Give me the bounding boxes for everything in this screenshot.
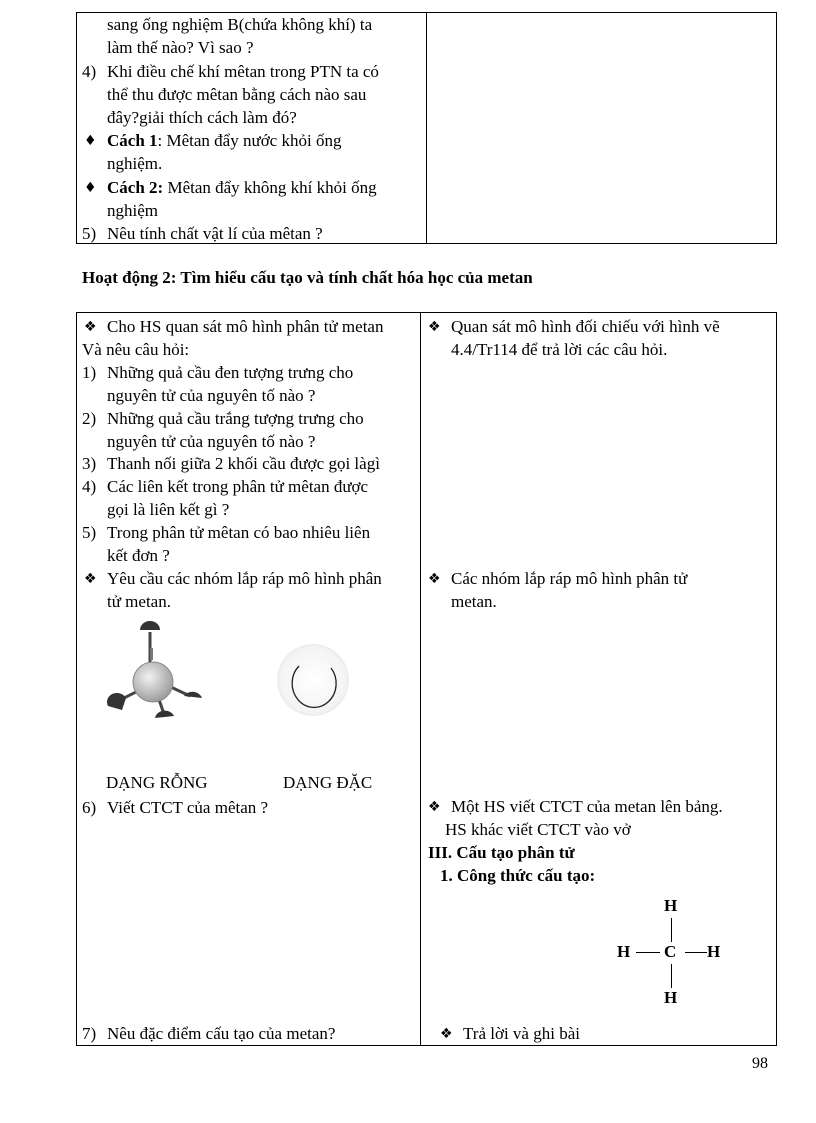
t1-method-1: Cách 1: Mêtan đẩy nước khỏi ống (107, 131, 342, 150)
page-number: 98 (752, 1055, 768, 1072)
obs-2-line-2: metan. (451, 592, 497, 611)
t2-line-7: Thanh nối giữa 2 khối cầu được gọi làgì (107, 454, 380, 473)
bond-top (671, 918, 672, 942)
bond-left (636, 952, 660, 953)
diamond-bullet-icon: ♦ (84, 133, 97, 149)
t2-marker-5: 5) (82, 523, 97, 542)
obs-1-line-1: Quan sát mô hình đối chiếu với hình vẽ (451, 317, 720, 336)
t1-marker-4: 4) (82, 62, 97, 81)
t2-marker-2: 2) (82, 409, 97, 428)
t2-line-6: nguyên tử của nguyên tố nào ? (107, 432, 316, 451)
t1-line-4: thể thu được mêtan bằng cách nào sau (107, 85, 367, 104)
methane-hollow-model-figure (100, 618, 220, 728)
t2-line-8: Các liên kết trong phân tử mêtan được (107, 477, 369, 496)
diamond-bullet-icon: ♦ (84, 180, 97, 196)
t2-line-1: Cho HS quan sát mô hình phân tử metan (107, 317, 384, 336)
star-bullet-icon: ❖ (84, 571, 97, 587)
methane-solid-model-figure (273, 640, 353, 720)
subsection-title: 1. Công thức cấu tạo: (440, 866, 596, 885)
t2-line-11: kết đơn ? (107, 546, 170, 565)
star-bullet-icon: ❖ (84, 319, 97, 335)
t1-method-2: Cách 2: Mêtan đẩy không khí khỏi ống (107, 178, 377, 197)
section-title: III. Cấu tạo phân tử (428, 843, 575, 862)
t2-marker-3: 3) (82, 454, 97, 473)
bond-bottom (671, 964, 672, 988)
obs-3-line-2: HS khác viết CTCT vào vở (445, 820, 631, 839)
t2-marker-6: 6) (82, 798, 97, 817)
t1-line-7: nghiệm. (107, 154, 163, 173)
t2-line-4: nguyên tử của nguyên tố nào ? (107, 386, 316, 405)
star-bullet-icon: ❖ (428, 571, 441, 587)
answer-text: Trả lời và ghi bài (463, 1024, 580, 1043)
t1-line-10: Nêu tính chất vật lí của mêtan ? (107, 224, 323, 243)
t1-line-1: sang ống nghiệm B(chứa không khí) ta (107, 15, 373, 34)
t1-line-3: Khi điều chế khí mêtan trong PTN ta có (107, 62, 379, 81)
obs-2-line-1: Các nhóm lắp ráp mô hình phân tử (451, 569, 688, 588)
formula-h-right: H (707, 942, 721, 961)
t1-line-2: làm thế nào? Vì sao ? (107, 38, 254, 57)
t2-line-9: gọi là liên kết gì ? (107, 500, 230, 519)
t2-line-12: Yêu cầu các nhóm lắp ráp mô hình phân (107, 569, 382, 588)
formula-h-left: H (617, 942, 631, 961)
t1-marker-5: 5) (82, 224, 97, 243)
t2-line-2: Và nêu câu hỏi: (82, 340, 190, 359)
table-1-divider (426, 13, 427, 243)
t2-marker-4: 4) (82, 477, 97, 496)
t1-line-9: nghiệm (107, 201, 158, 220)
label-hollow-model: DẠNG RỖNG (106, 773, 208, 792)
star-bullet-icon: ❖ (428, 799, 441, 815)
bond-right (685, 952, 707, 953)
t2-line-3: Những quả cầu đen tượng trưng cho (107, 363, 354, 382)
t2-marker-1: 1) (82, 363, 97, 382)
question-7: Nêu đặc điểm cấu tạo của metan? (107, 1024, 336, 1043)
star-bullet-icon: ❖ (428, 319, 441, 335)
t2-line-13: tử metan. (107, 592, 171, 611)
table-2-divider (420, 313, 421, 1045)
formula-h-top: H (664, 896, 678, 915)
activity-heading: Hoạt động 2: Tìm hiểu cấu tạo và tính chất hóa học của metan (82, 268, 533, 287)
obs-1-line-2: 4.4/Tr114 để trả lời các câu hỏi. (451, 340, 668, 359)
t2-line-10: Trong phân tử mêtan có bao nhiêu liên (107, 523, 371, 542)
t1-line-5: đây?giải thích cách làm đó? (107, 108, 297, 127)
label-solid-model: DẠNG ĐẶC (283, 773, 373, 792)
t2-line-5: Những quả cầu trắng tượng trưng cho (107, 409, 364, 428)
formula-c-center: C (664, 942, 677, 961)
star-bullet-icon: ❖ (440, 1026, 453, 1042)
formula-h-bottom: H (664, 988, 678, 1007)
question-6: Viết CTCT của mêtan ? (107, 798, 269, 817)
obs-3-line-1: Một HS viết CTCT của metan lên bảng. (451, 797, 723, 816)
t2-marker-7: 7) (82, 1024, 97, 1043)
